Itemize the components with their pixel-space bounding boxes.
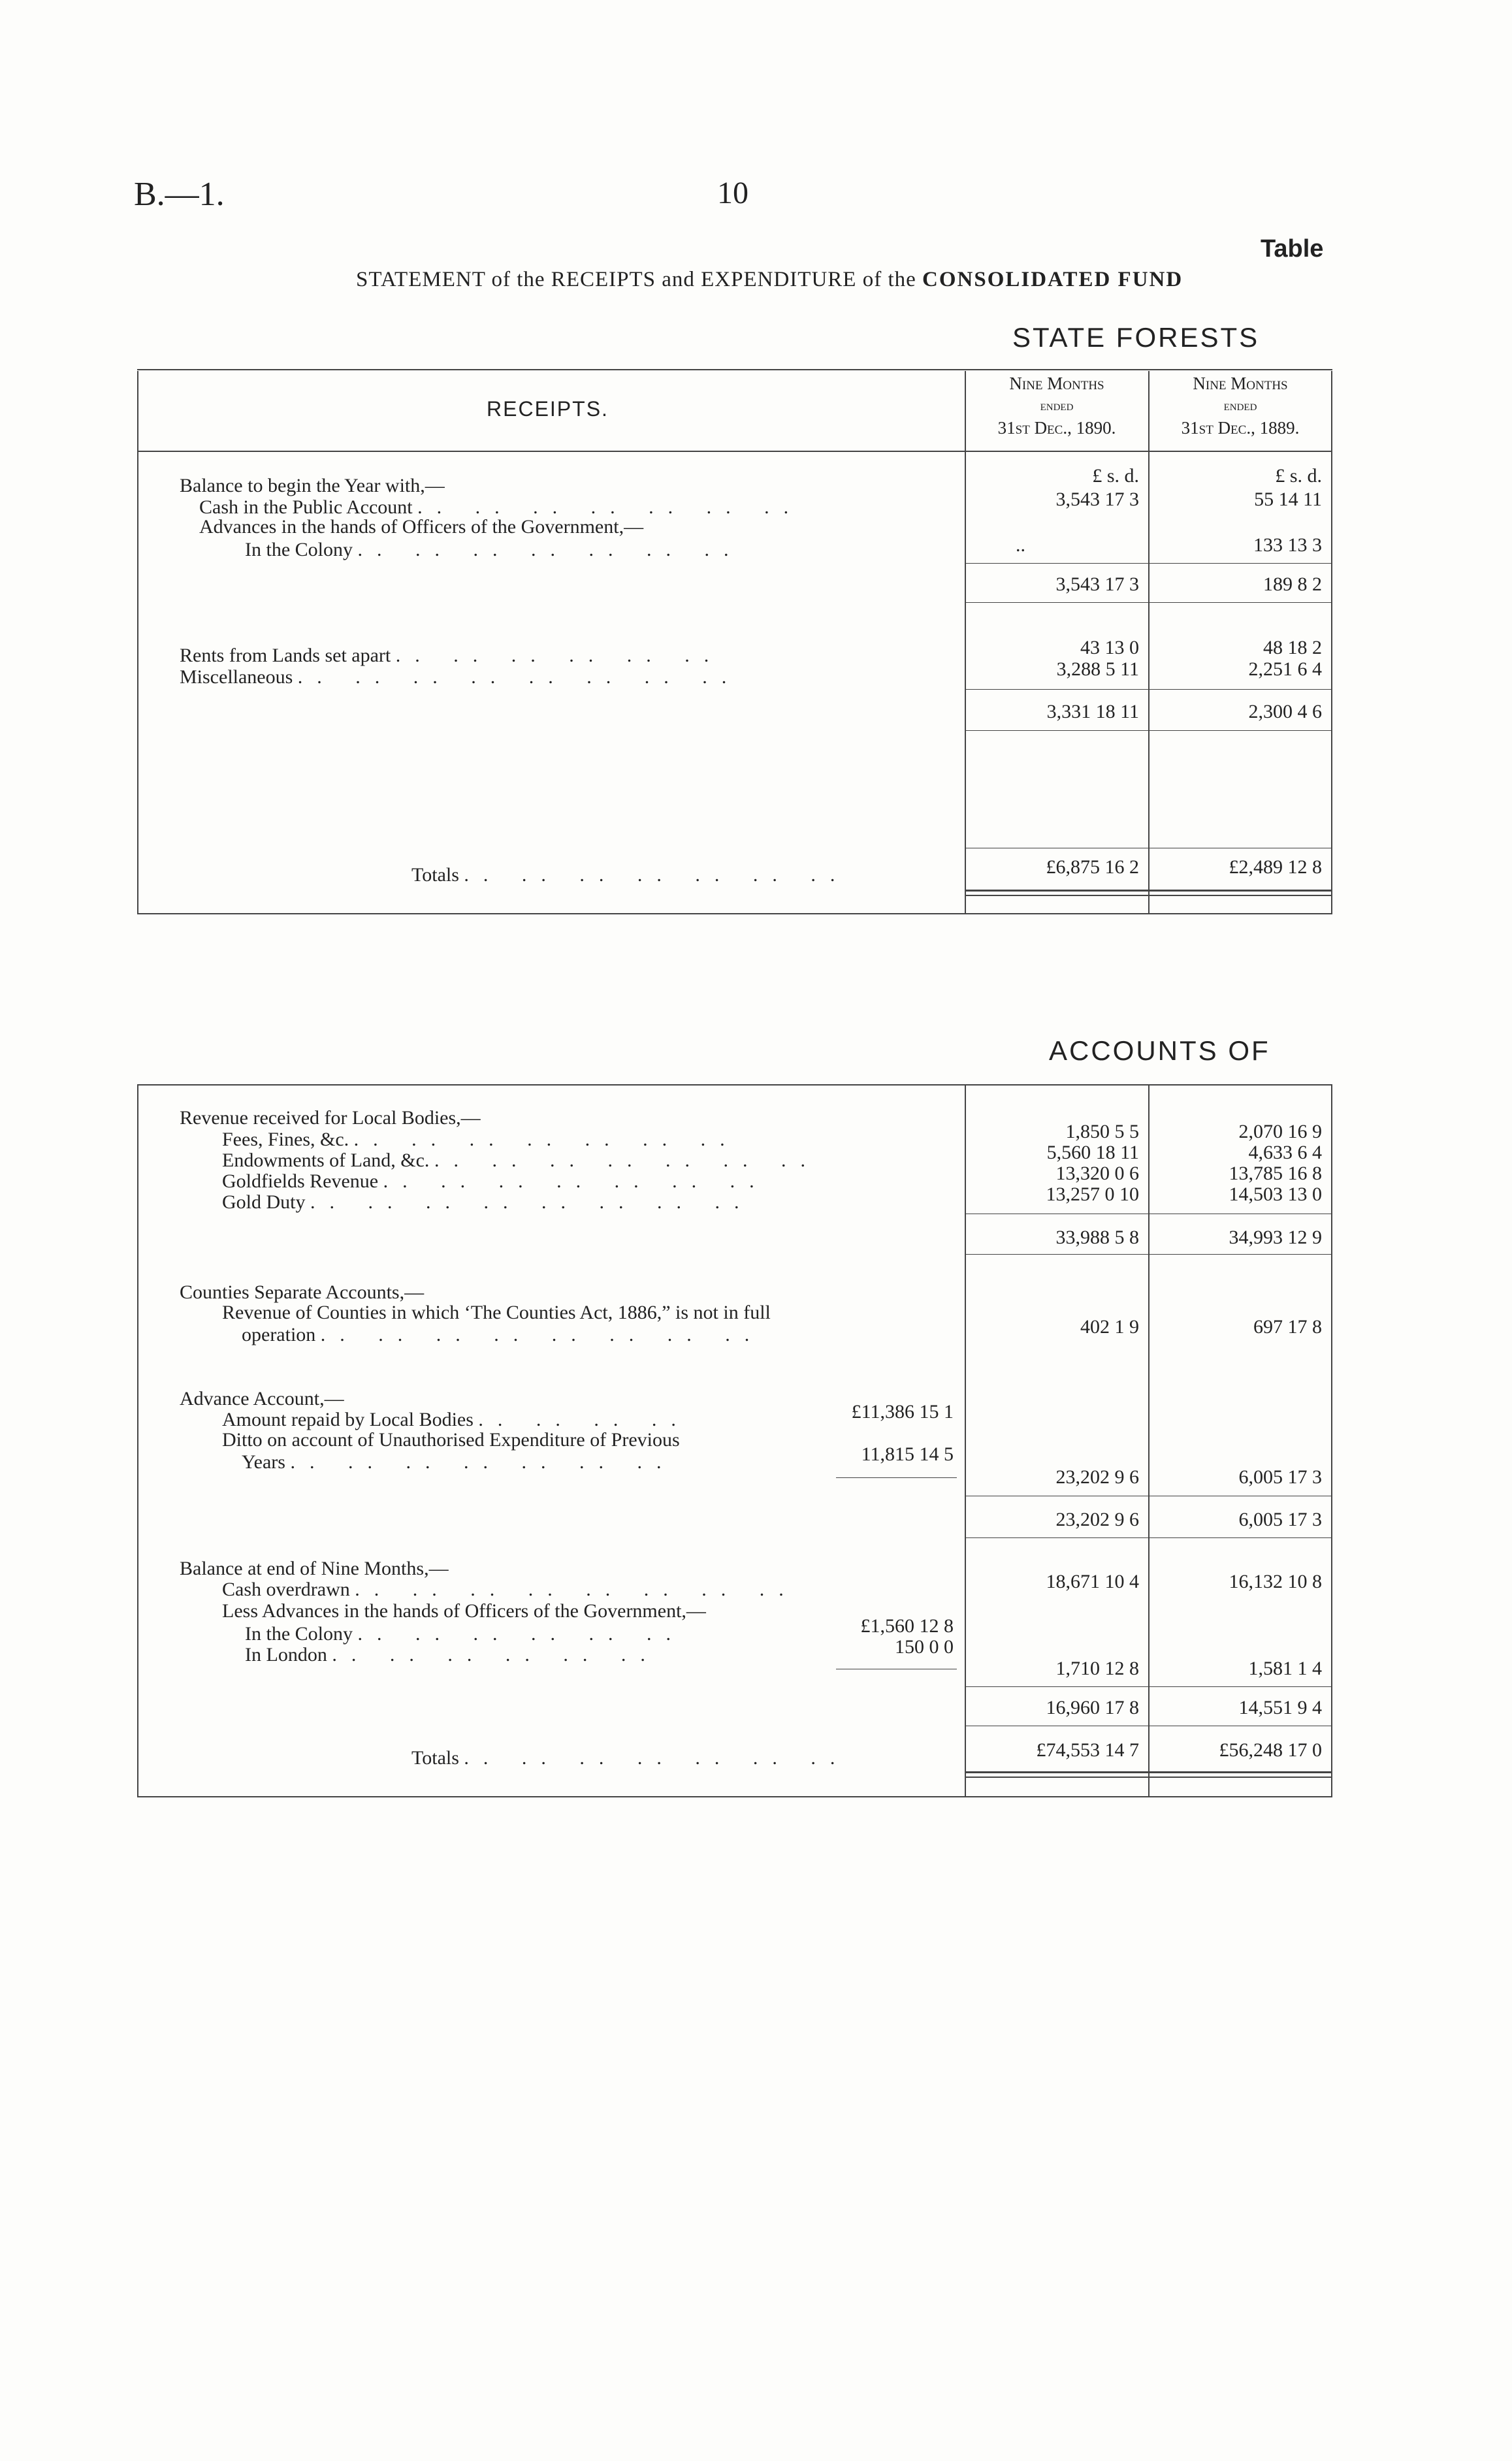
row-label: Cash in the Public Account (199, 496, 413, 518)
col-heading-line: Nine Months (1009, 374, 1104, 393)
gold-duty-1890: 13,257 0 10 (1046, 1183, 1139, 1205)
rents-1889: 48 18 2 (1263, 637, 1322, 658)
subtotal-rule (966, 1686, 1331, 1687)
subtotal-rule (966, 563, 1331, 564)
column-heading-1890 (967, 372, 1147, 439)
goldfields-1890: 13,320 0 6 (1055, 1163, 1139, 1184)
col-heading-line: Nine Months (1193, 374, 1288, 393)
currency-units-1889: £ s. d. (1275, 465, 1322, 487)
revenue-total-1889: 34,993 12 9 (1229, 1227, 1322, 1248)
totals-double-rule (966, 890, 1331, 892)
revenue-total-1890: 33,988 5 8 (1055, 1227, 1139, 1248)
statement-fund: CONSOLIDATED FUND (922, 268, 1183, 291)
table-top-rule (137, 1084, 1332, 1086)
advance-heading: Advance Account,— (180, 1388, 344, 1409)
rents-1890: 43 13 0 (1080, 637, 1139, 658)
advance-total-1890: 23,202 9 6 (1055, 1509, 1139, 1530)
statement-title (356, 268, 1183, 292)
row-label: Totals (411, 864, 459, 886)
revenue-heading: Revenue received for Local Bodies,— (180, 1107, 481, 1129)
row-label: Years (242, 1451, 285, 1473)
accounts-totals-1890: £74,553 14 7 (1036, 1739, 1139, 1761)
balance-end-total-1890: 16,960 17 8 (1046, 1697, 1139, 1718)
repaid-amount: £11,386 15 1 (851, 1401, 954, 1423)
misc-1890: 3,288 5 11 (1056, 658, 1139, 680)
table-left-rule (137, 371, 138, 914)
sub-1890: 3,331 18 11 (1046, 701, 1139, 722)
counties-heading: Counties Separate Accounts,— (180, 1281, 425, 1303)
rents-label: Rents from Lands set apart .. .. .. .. .. .. (180, 645, 724, 666)
table-top-rule (137, 369, 1332, 370)
less-1889: 1,581 1 4 (1248, 1658, 1322, 1679)
fees-label: Fees, Fines, &c. .. .. .. .. .. .. .. (222, 1129, 739, 1150)
counties-1890: 402 1 9 (1080, 1316, 1139, 1338)
balance-end-total-1889: 14,551 9 4 (1238, 1697, 1322, 1718)
table-right-rule (1331, 1086, 1332, 1797)
state-forests-title: STATE FORESTS (1012, 322, 1260, 353)
inner-rule (836, 1477, 957, 1478)
row-label: In the Colony (245, 1623, 353, 1645)
row-label: operation (242, 1324, 316, 1345)
table-label: Table (1261, 235, 1324, 263)
subtotal-rule (966, 1254, 1331, 1255)
balance-total-1890: 3,543 17 3 (1055, 573, 1139, 595)
sub-1889: 2,300 4 6 (1248, 701, 1322, 722)
header-rule (137, 451, 1332, 452)
balance-heading: Balance to begin the Year with,— (180, 475, 445, 496)
endowments-1889: 4,633 6 4 (1248, 1142, 1322, 1163)
row-label: Totals (411, 1747, 459, 1769)
column-divider (965, 1086, 966, 1797)
subtotal-rule (966, 602, 1331, 603)
colony-label: In the Colony .. .. .. .. .. .. .. (245, 539, 743, 560)
less-london-amount: 150 0 0 (895, 1636, 954, 1658)
ditto-line2: Years .. .. .. .. .. .. .. (242, 1451, 676, 1473)
overdrawn-1890: 18,671 10 4 (1046, 1571, 1139, 1592)
less-colony-amount: £1,560 12 8 (860, 1615, 954, 1637)
gold-duty-label: Gold Duty .. .. .. .. .. .. .. .. (222, 1191, 754, 1213)
totals-double-rule (966, 1771, 1331, 1773)
subtotal-rule (966, 730, 1331, 731)
advance-total-1889: 6,005 17 3 (1238, 1509, 1322, 1530)
row-label: Cash overdrawn (222, 1579, 350, 1600)
totals-double-rule (966, 1777, 1331, 1778)
less-advances-label: Less Advances in the hands of Officers of the Government,— (222, 1600, 706, 1622)
colony-1890: .. (1016, 534, 1025, 556)
col-heading-line: 31st Dec., 1889. (1181, 418, 1300, 438)
col-heading-line: ended (1223, 397, 1257, 413)
colony-1889: 133 13 3 (1253, 534, 1322, 556)
column-divider (1148, 371, 1150, 914)
counties-line2: operation .. .. .. .. .. .. .. .. (242, 1324, 764, 1345)
goldfields-1889: 13,785 16 8 (1229, 1163, 1322, 1184)
accounts-totals-label: Totals .. .. .. .. .. .. .. (411, 1747, 850, 1769)
totals-label: Totals .. .. .. .. .. .. .. (411, 864, 850, 886)
accounts-of-title: ACCOUNTS OF (1049, 1035, 1270, 1066)
cash-label: Cash in the Public Account .. .. .. .. .. .. .. (199, 496, 803, 518)
repaid-label: Amount repaid by Local Bodies .. .. .. .. (222, 1409, 690, 1430)
page-number: 10 (717, 176, 748, 210)
less-london-label: In London .. .. .. .. .. .. (245, 1644, 660, 1665)
advances-label: Advances in the hands of Officers of the Government,— (199, 516, 644, 538)
less-1890: 1,710 12 8 (1055, 1658, 1139, 1679)
statement-prefix: STATEMENT of the RECEIPTS and EXPENDITURE of the (356, 268, 916, 291)
document-reference: B.—1. (134, 176, 225, 213)
gold-duty-1889: 14,503 13 0 (1229, 1183, 1322, 1205)
table-right-rule (1331, 371, 1332, 914)
subtotal-rule (966, 1537, 1331, 1538)
table-left-rule (137, 1086, 138, 1797)
overdrawn-label: Cash overdrawn .. .. .. .. .. .. .. .. (222, 1579, 798, 1600)
column-heading-1889 (1150, 372, 1330, 439)
row-label: Fees, Fines, &c. (222, 1129, 349, 1150)
row-label: Goldfields Revenue (222, 1170, 379, 1192)
cash-1889: 55 14 11 (1254, 489, 1322, 510)
less-colony-label: In the Colony .. .. .. .. .. .. (245, 1623, 685, 1645)
advance-1890: 23,202 9 6 (1055, 1466, 1139, 1488)
row-label: In the Colony (245, 539, 353, 560)
column-divider (1148, 1086, 1150, 1797)
row-label: Miscellaneous (180, 666, 293, 688)
endowments-label: Endowments of Land, &c. .. .. .. .. .. .. .. (222, 1150, 820, 1171)
receipts-heading: RECEIPTS. (487, 397, 609, 421)
balance-total-1889: 189 8 2 (1263, 573, 1322, 595)
counties-1889: 697 17 8 (1253, 1316, 1322, 1338)
counties-line1: Revenue of Counties in which ‘The Counties Act, 1886,” is not in full (222, 1302, 771, 1323)
goldfields-label: Goldfields Revenue .. .. .. .. .. .. .. (222, 1170, 769, 1192)
misc-1889: 2,251 6 4 (1248, 658, 1322, 680)
col-heading-line: 31st Dec., 1890. (997, 418, 1116, 438)
endowments-1890: 5,560 18 11 (1046, 1142, 1139, 1163)
overdrawn-1889: 16,132 10 8 (1229, 1571, 1322, 1592)
advance-1889: 6,005 17 3 (1238, 1466, 1322, 1488)
row-label: Amount repaid by Local Bodies (222, 1409, 474, 1430)
row-label: Rents from Lands set apart (180, 645, 391, 666)
table-bottom-rule (137, 1796, 1332, 1797)
table-bottom-rule (137, 913, 1332, 914)
cash-1890: 3,543 17 3 (1055, 489, 1139, 510)
row-label: Endowments of Land, &c. (222, 1150, 430, 1171)
misc-label: Miscellaneous .. .. .. .. .. .. .. .. (180, 666, 741, 688)
currency-units-1890: £ s. d. (1092, 465, 1139, 487)
totals-double-rule (966, 895, 1331, 896)
column-divider (965, 371, 966, 914)
ditto-amount: 11,815 14 5 (861, 1443, 954, 1465)
fees-1889: 2,070 16 9 (1238, 1121, 1322, 1142)
totals-1889: £2,489 12 8 (1229, 856, 1322, 878)
accounts-totals-1889: £56,248 17 0 (1219, 1739, 1322, 1761)
ditto-line1: Ditto on account of Unauthorised Expenditure of Previous (222, 1429, 680, 1451)
totals-1890: £6,875 16 2 (1046, 856, 1139, 878)
row-label: Gold Duty (222, 1191, 306, 1213)
balance-end-heading: Balance at end of Nine Months,— (180, 1558, 449, 1579)
row-label: In London (245, 1644, 327, 1665)
col-heading-line: ended (1040, 397, 1074, 413)
fees-1890: 1,850 5 5 (1065, 1121, 1139, 1142)
subtotal-rule (966, 689, 1331, 690)
